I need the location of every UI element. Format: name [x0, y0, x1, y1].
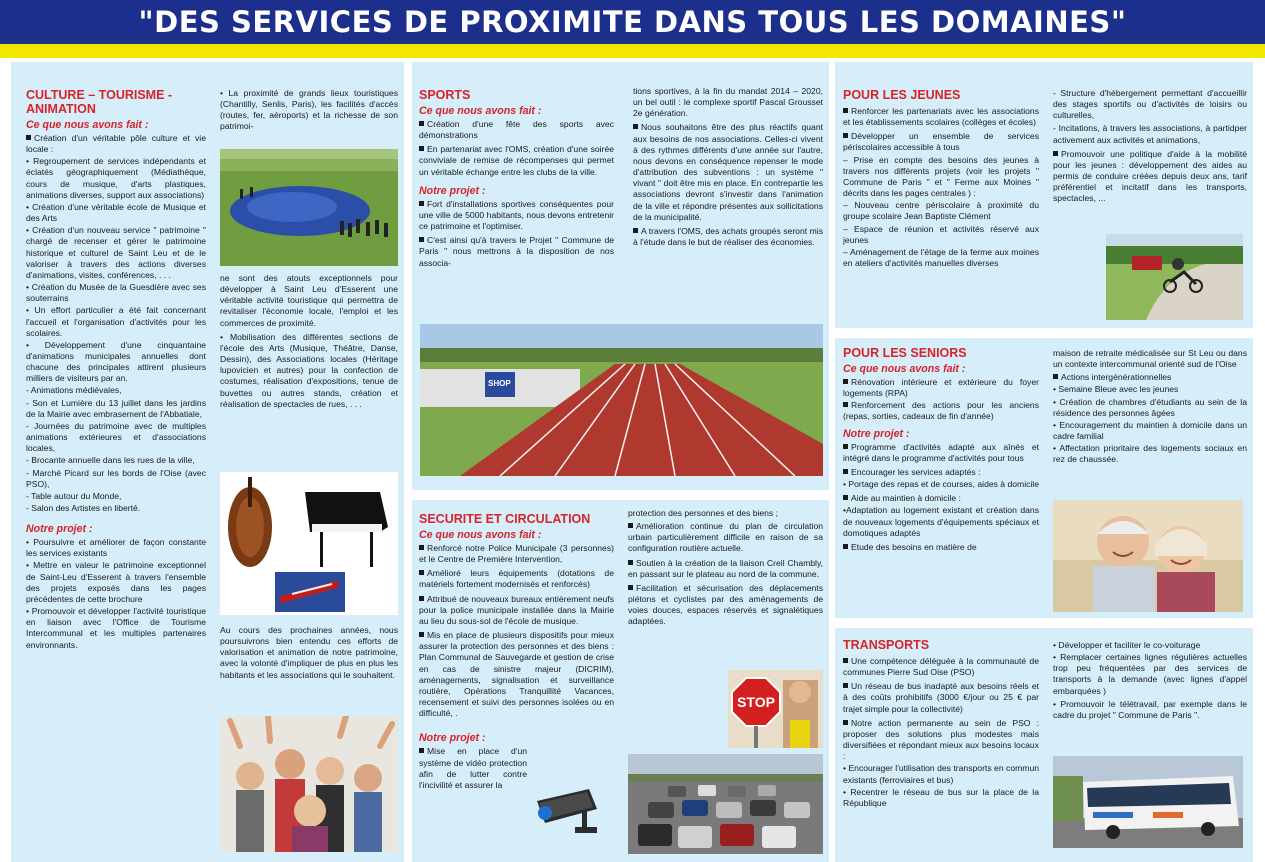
transports-column-2 — [1053, 640, 1247, 750]
sports-column-2 — [633, 86, 823, 316]
seniors-photo — [1053, 500, 1243, 612]
list-item: • Création d'un nouveau service " patrimoine " chargé de recenser et gérer le patrimoine historique et culturel de Saint Leu et de le valoriser à travers des actions diverses d'animations, visites, conférences, . . . — [26, 225, 206, 280]
securite-done-label: Ce que nous avons fait : — [419, 529, 542, 541]
page-header — [0, 0, 1265, 44]
list-item: – Aménagement de l'étage de la ferme aux moines en ateliers d'activités manuelles diverses — [843, 246, 1039, 269]
seniors-panel — [835, 338, 1253, 618]
list-item: Amélioration continue du plan de circulation urbain particulièrement difficile en raison de sa configuration routière actuelle. — [628, 521, 823, 554]
list-item: • Encourager l'utilisation des transports en commun existants (ferroviaires et bus) — [843, 763, 1039, 785]
securite-panel — [412, 500, 829, 862]
list-item: - Salon des Artistes en liberté. — [26, 503, 141, 513]
list-item: Promouvoir une politique d'aide à la mobilité pour les jeunes : développement des aides au permis de conduire créées depuis deux ans, tarif préférentiel et incitatif dans les transports, spectacles, ... — [1053, 148, 1247, 204]
crowd-flag-photo — [220, 149, 398, 266]
list-item: - Table autour du Monde, — [26, 490, 122, 501]
list-item: • Portage des repas et de courses, aides à domicile — [843, 479, 1039, 490]
list-item: •Adaptation au logement existant et création dans de nouveaux logements d'équipements spéciaux et domotiques adaptés — [843, 505, 1039, 538]
list-item: • Promouvoir le télétravail, par exemple dans le cadre du projet " Commune de Paris ". — [1053, 698, 1247, 720]
bus-photo — [1053, 756, 1243, 848]
list-item: - Structure d'hébergement permettant d'accueillir des stages sportifs ou d'activités de loisirs ou culturelles, — [1053, 88, 1247, 121]
culture-text: Au cours des prochaines années, nous poursuivrons bien entendu ces efforts de valorisation et animation de notre patrimoine, avec la volonté d'impliquer de plus en plus les habitants et les associations qui le souhaitent. — [220, 625, 398, 680]
transports-column-1 — [843, 638, 1039, 860]
transports-heading: TRANSPORTS — [843, 638, 930, 652]
culture-text: • La proximité de grands lieux touristiques (Chantilly, Senlis, Paris), les facilités d'accès (routes, fer, aéroports) et la richesse de son patrimoi- — [220, 88, 398, 132]
list-item: - Animations médiévales, — [26, 385, 122, 396]
list-item: • Développement d'une cinquantaine d'animations municipales annuelles dont chacune des principales attirent plusieurs milliers de visiteurs par an. — [26, 339, 206, 384]
list-item: • Recentrer le réseau de bus sur la place de la République — [843, 786, 1039, 808]
list-item: Facilitation et sécurisation des déplacements piétons et cyclistes par des aménagements de voies douces, espaces réservés et signalétiques adaptées. — [628, 582, 823, 627]
culture-heading: CULTURE – TOURISME - ANIMATION — [26, 88, 173, 116]
jeunes-column-1 — [843, 88, 1039, 324]
list-item: Encourager les services adaptés : — [843, 467, 1039, 478]
culture-done-label: Ce que nous avons fait : — [26, 119, 149, 131]
list-item: • Un effort particulier a été fait concernant l'accueil et l'organisation d'activités pour les scolaires. — [26, 305, 206, 338]
list-item: • Affectation prioritaire des logements sociaux en rez de chaussée. — [1053, 443, 1247, 465]
list-item: Renforcer les partenariats avec les associations et les établissements scolaires (collèges et écoles) — [843, 106, 1039, 128]
jeunes-heading: POUR LES JEUNES — [843, 88, 961, 102]
list-item: • Création du Musée de la Guesdière avec ses souterrains — [26, 282, 206, 304]
list-item: • Remplacer certaines lignes régulières actuelles trop peu fréquentées par des services de transports à la demande (avec lignes d'appel embarquées ) — [1053, 652, 1247, 696]
running-track-photo — [420, 324, 823, 476]
list-item: - Journées du patrimoine avec de multiples animations extérieures et d'associations locales, — [26, 420, 206, 454]
list-item: Création d'un véritable pôle culture et vie locale : — [26, 133, 206, 155]
culture-panel — [11, 62, 404, 862]
list-item: • Semaine Bleue avec les jeunes — [1053, 384, 1179, 395]
culture-text: ne sont des atouts exceptionnels pour développer à Saint Leu d'Esserent une véritable activité touristique qui permettra de revitaliser l'économie locale, l'emploi et les commerces de proximité. — [220, 273, 398, 328]
page-title: "DES SERVICES DE PROXIMITE DANS TOUS LES DOMAINES" — [138, 5, 1127, 39]
list-item: protection des personnes et des biens ; — [628, 508, 779, 518]
list-item: Renforcé notre Police Municipale (3 personnes) et le Centre de Première Intervention, — [419, 543, 614, 565]
seniors-column-1 — [843, 346, 1039, 616]
culture-column-1 — [26, 88, 206, 858]
instruments-photo — [220, 472, 398, 615]
list-item: Une compétence déléguée à la communauté de communes Pierre Sud Oise (PSO) — [843, 656, 1039, 678]
list-item: Développer un ensemble de services périscolaires accessible à tous — [843, 131, 1039, 153]
stop-sign-photo — [728, 670, 823, 748]
list-item: Nous souhaitons être des plus réactifs quant aux besoins de nos associations. Celles-ci vivent à des rythmes différents d'une année sur l'autre, nous devons en conséquence repenser le mode d'attribution des subventions : un système " vivant " doit être mis en place. En contrepartie les associations devront s'investir dans l'animation de la ville et répondre présentes aux sollicitations de la municipalité. — [633, 122, 823, 222]
list-item: Etude des besoins en matière de — [843, 542, 1039, 553]
culture-project-label: Notre projet : — [26, 523, 93, 536]
seniors-done-label: Ce que nous avons fait : — [843, 363, 966, 375]
bmx-ramp-photo — [1106, 234, 1243, 320]
list-item: • Développer et faciliter le co-voiturage — [1053, 640, 1201, 650]
list-item: Aide au maintien à domicile : — [843, 493, 1039, 504]
securite-project-label: Notre projet : — [419, 732, 486, 745]
list-item: C'est ainsi qu'à travers le Projet " Commune de Paris " nous mettrons à la disposition de nos associa- — [419, 235, 614, 268]
seniors-project-label: Notre projet : — [843, 427, 910, 440]
culture-column-2-top — [220, 88, 398, 138]
list-item: Rénovation intérieure et extérieure du foyer logements (RPA) — [843, 377, 1039, 399]
sports-heading: SPORTS — [419, 88, 471, 102]
list-item: – Prise en compte des besoins des jeunes à travers nos différents projets (voir les projets " Commune de Paris " et " Ferme aux Moines " décrits dans les pages centrales ) : — [843, 154, 1039, 199]
list-item: maison de retraite médicalisée sur St Leu ou dans un contexte intercommunal orienté sud de l'Oise — [1053, 348, 1247, 370]
seniors-column-2 — [1053, 348, 1247, 498]
list-item: En partenariat avec l'OMS, création d'une soirée conviviale de remise de récompenses qui permet un véritable échange entre les clubs de la ville. — [419, 144, 614, 177]
list-item: • Création de chambres d'étudiants au sein de la résidence des personnes âgées — [1053, 396, 1247, 418]
list-item: Programme d'activités adapté aux aînés et intégré dans le programme d'activités pour tous — [843, 441, 1039, 463]
list-item: • Création d'une véritable école de Musique et des Arts — [26, 201, 206, 224]
list-item: Attribué de nouveaux bureaux entièrement neufs pour la police municipale installée dans la Mairie au lieu du sous-sol de l'école de musique. — [419, 593, 614, 626]
list-item: - Marché Picard sur les bords de l'Oise (avec PSO), — [26, 467, 206, 489]
sports-column-1 — [419, 88, 614, 318]
list-item: Notre action permanente au sein de PSO : proposer des solutions plus modestes mais diversifiées et répondant mieux aux besoins locaux : — [843, 717, 1039, 762]
sports-project-label: Notre projet : — [419, 184, 486, 197]
transports-panel — [835, 628, 1253, 862]
list-item: • Mettre en valeur le patrimoine exceptionnel de Saint-Leu d'Esserent à travers l'ensemble des projets exposés dans les pages précédentes de cette brochure — [26, 560, 206, 604]
young-people-photo — [220, 716, 398, 852]
list-item: Fort d'installations sportives conséquentes pour une ville de 5000 habitants, nous devons entretenir ce patrimoine et l'optimiser. — [419, 198, 614, 232]
culture-text: • Mobilisation des différentes sections de l'école des Arts (Musique, Théâtre, Danse, Dessin), des Associations locales (Héritage lupovicien et autres) pour la confection de costumes, réalisation d'expositions, tenue de buvettes ou autres stands, création et réalisation de spectacles de rues, . . . — [220, 331, 398, 409]
list-item: • Encouragement du maintien à domicile dans un cadre familial — [1053, 419, 1247, 442]
list-item: - Son et Lumière du 13 juillet dans les jardins de la Mairie avec embrasement de l'Abbatiale, — [26, 397, 206, 419]
list-item: • Promouvoir et développer l'activité touristique en liaison avec l'Office de Tourisme Intercommunal et les multiples partenaires environnants. — [26, 606, 206, 650]
seniors-heading: POUR LES SENIORS — [843, 346, 967, 360]
list-item: A travers l'OMS, des achats groupés seront mis à l'étude dans le but de réaliser des économies. — [633, 225, 823, 248]
list-item: Mise en place d'un système de vidéo protection afin de lutter contre l'incivilité et assurer la — [419, 746, 527, 790]
list-item: Renforcement des actions pour les anciens (repas, sorties, cadeaux de fin d'année) — [843, 400, 1039, 422]
jeunes-column-2 — [1053, 88, 1247, 233]
securite-heading: SECURITE ET CIRCULATION — [419, 512, 591, 526]
list-item: Actions intergénérationnelles — [1053, 372, 1247, 383]
list-item: Un réseau de bus inadapté aux besoins réels et à des coûts prohibitifs (3000 €/jour ou 25 € par trajet simple pour la collectivité) — [843, 681, 1039, 714]
jeunes-panel — [835, 62, 1253, 328]
traffic-photo — [628, 754, 823, 854]
list-item: • Regroupement de services indépendants et éclatés géographiquement (Médiathèque, cours de musique, d'arts plastiques, animations diverses, support aux associations) — [26, 156, 206, 200]
list-item: Soutien à la création de la liaison Creil Chambly, en passant sur le plateau au nord de la commune. — [628, 557, 823, 579]
list-item: Création d'une fête des sports avec démonstrations — [419, 119, 614, 141]
list-item: - Incitations, à travers les associations, à partidper activement aux activités et animations, — [1053, 123, 1247, 145]
list-item: – Nouveau centre périscolaire à proximité du groupe scolaire Jean Baptiste Clément — [843, 200, 1039, 222]
list-item: tions sportives, à la fin du mandat 2014 – 2020, un bel outil : le complexe sportif Pascal Grousset 2e génération. — [633, 86, 823, 119]
list-item: – Espace de réunion et activités réservé aux jeunes — [843, 223, 1039, 245]
securite-column-2 — [628, 508, 823, 678]
list-item: - Brocante annuelle dans les rues de la ville, — [26, 455, 195, 466]
header-stripe — [0, 44, 1265, 58]
culture-column-2-mid — [220, 273, 398, 468]
banner-text: SHOP — [488, 379, 511, 388]
list-item: • Poursuivre et améliorer de façon constante les services existants — [26, 537, 206, 559]
list-item: Amélioré leurs équipements (dotations de matériels fortement modernisés et renforcés) — [419, 568, 614, 590]
culture-column-2-bottom — [220, 625, 398, 715]
camera-photo — [527, 783, 615, 841]
list-item: Mis en place de plusieurs dispositifs pour mieux assurer la protection des personnes et des biens : Plan Communal de Sauvegarde et gestion de crise en cas de sinistre majeur (DICRIM), aménagements, signalisation et surveillance routière, Opérations Tranquillité Vacances, recensement et suivi des personnes isolées ou en difficulté, . — [419, 630, 614, 719]
sports-done-label: Ce que nous avons fait : — [419, 105, 542, 117]
stop-sign-text: STOP — [737, 694, 775, 710]
sports-panel — [412, 62, 829, 490]
